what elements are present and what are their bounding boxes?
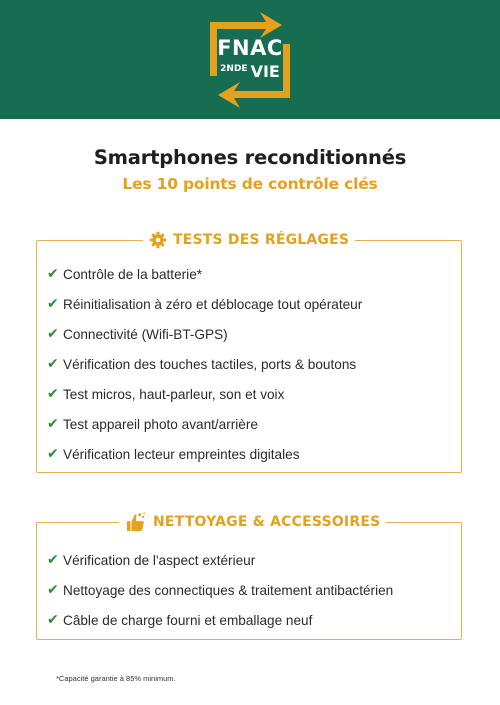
check-icon: ✔	[47, 582, 59, 598]
list-item	[47, 409, 362, 439]
check-icon: ✔	[47, 552, 59, 568]
logo-vie-word: VIE	[250, 62, 280, 81]
list-item	[47, 545, 393, 575]
list-item	[47, 319, 362, 349]
section-heading-text: TESTS DES RÉGLAGES	[173, 232, 350, 248]
footnote: *Capacité garantie à 85% minimum.	[56, 674, 176, 683]
item-label: Test micros, haut-parleur, son et voix	[63, 386, 285, 402]
item-label: Test appareil photo avant/arrière	[63, 416, 258, 432]
item-label: Nettoyage des connectiques & traitement antibactérien	[63, 582, 394, 598]
check-icon: ✔	[47, 416, 59, 432]
section-heading	[119, 511, 386, 533]
section-heading-text: NETTOYAGE & ACCESSOIRES	[153, 514, 381, 530]
cleaning-hand-icon	[125, 512, 147, 532]
header-banner	[0, 0, 500, 119]
section-nettoyage-accessoires	[36, 514, 462, 640]
check-icon: ✔	[47, 356, 59, 372]
check-icon: ✔	[47, 446, 59, 462]
check-icon: ✔	[47, 266, 59, 282]
list-item	[47, 289, 362, 319]
list-item	[47, 575, 393, 605]
check-icon: ✔	[47, 612, 59, 628]
checklist	[47, 259, 362, 469]
list-item	[47, 349, 362, 379]
check-icon: ✔	[47, 296, 59, 312]
section-heading	[143, 229, 355, 251]
item-label: Vérification lecteur empreintes digitales	[63, 446, 300, 462]
list-item	[47, 259, 362, 289]
list-item	[47, 605, 393, 635]
logo-fnac-text: FNAC	[217, 36, 283, 60]
item-label: Câble de charge fourni et emballage neuf	[63, 612, 313, 628]
page-title: Smartphones reconditionnés	[93, 146, 407, 169]
gear-icon	[149, 231, 167, 249]
logo-vie-text	[196, 62, 304, 81]
page-subtitle: Les 10 points de contrôle clés	[122, 175, 378, 193]
item-label: Connectivité (Wifi-BT-GPS)	[63, 326, 228, 342]
item-label: Vérification des touches tactiles, ports & boutons	[63, 356, 357, 372]
logo-sup-text: 2NDE	[220, 64, 248, 74]
checklist	[47, 545, 393, 635]
logo-arrows-icon	[196, 8, 304, 112]
check-icon: ✔	[47, 386, 59, 402]
fnac-2nde-vie-logo	[196, 8, 304, 112]
section-tests-reglages	[36, 232, 462, 473]
list-item	[47, 439, 362, 469]
check-icon: ✔	[47, 326, 59, 342]
item-label: Vérification de l'aspect extérieur	[63, 552, 256, 568]
item-label: Réinitialisation à zéro et déblocage tout opérateur	[63, 296, 363, 312]
item-label: Contrôle de la batterie*	[63, 266, 203, 282]
list-item	[47, 379, 362, 409]
